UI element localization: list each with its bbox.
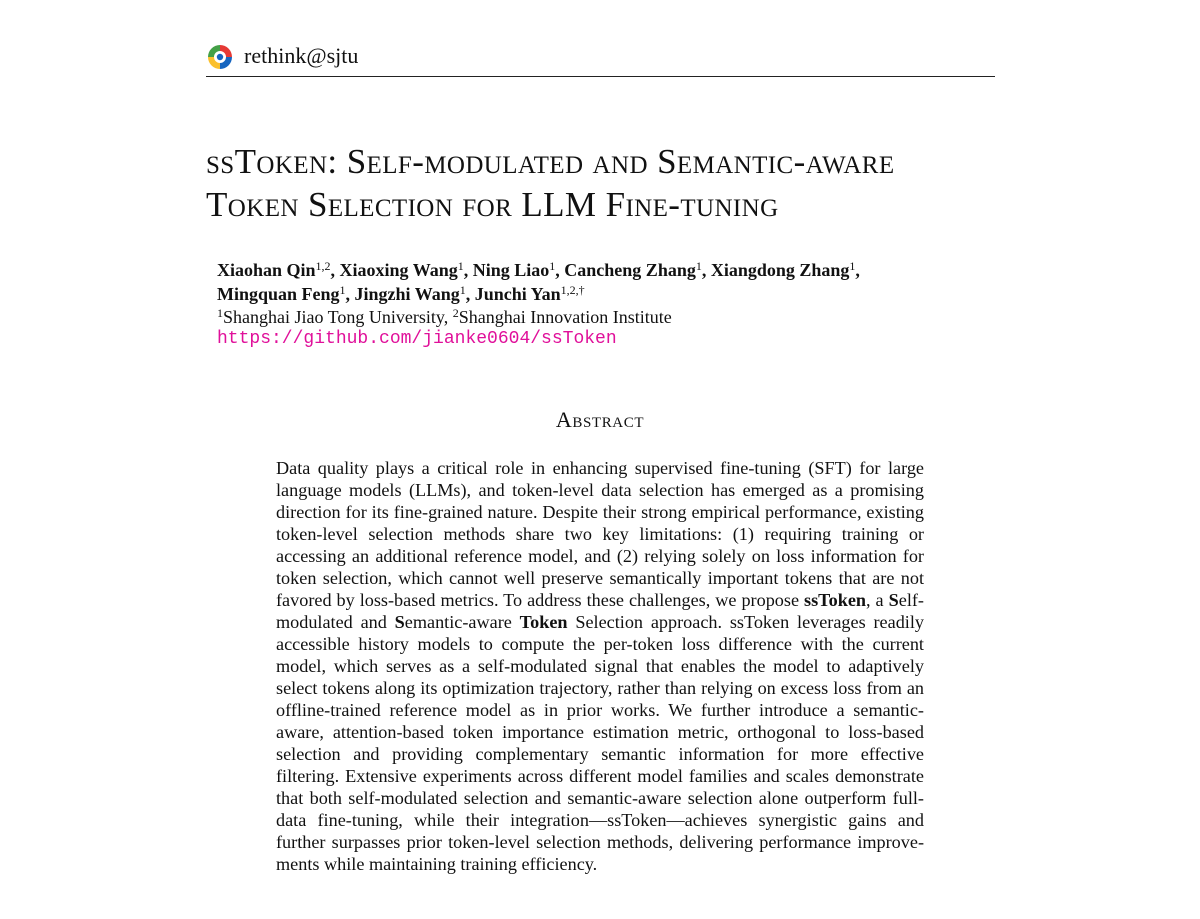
author-name: Jingzhi Wang: [354, 284, 460, 304]
author-row-1: Xiaohan Qin$^{1,2}$, Xiaoxing Wang$^1$, Ning Liao$^1$, Cancheng Zhang$^1$, Xiangdong Zhang$^1$,: [217, 259, 860, 280]
affiliations: $^1$Shanghai Jiao Tong University, $^2$Shanghai Innovation Institute: [217, 306, 672, 327]
author-name: Cancheng Zhang: [564, 260, 696, 280]
header: [206, 40, 994, 74]
header-rule: [206, 76, 995, 77]
author-affiliation-mark: 1: [695, 259, 702, 273]
affiliation-1: Shanghai Jiao Tong University,: [223, 307, 453, 327]
author-list: [217, 258, 977, 306]
affiliation-2: Shanghai Innovation Institute: [458, 307, 672, 327]
paper-title: [206, 140, 1006, 226]
author-affiliation-mark: 1: [549, 259, 556, 273]
author-name: Xiangdong Zhang: [710, 260, 850, 280]
author-affiliation-mark: 1,2: [315, 259, 331, 273]
title-line-1: ssToken: Self-modulated and Semantic-aware: [206, 142, 895, 181]
github-link[interactable]: https://github.com/jianke0604/ssToken: [217, 329, 617, 349]
author-name: Junchi Yan: [474, 284, 561, 304]
abstract-body: Data quality plays a critical role in enhancing supervised fine-tuning (SFT) for large language models (LLMs), and token-level data selection has emerged as a promising direction for its fine-grained nature. Despite their strong empirical performance, existing token-level selection methods share two key limitations: (1) requiring training or accessing an additional reference model, and (2) relying solely on loss information for token selection, which cannot well preserve semantically important tokens that are not favored by loss-based metrics. To address these challenges, we propose ssToken, a Self-modulated and Semantic-aware Token Selection approach. ssToken leverages readily accessible history models to compute the per-token loss difference with the current model, which serves as a self-modulated signal that enables the model to adaptively select tokens along its optimization trajectory, rather than relying on excess loss from an offline-trained reference model as in prior works. We further introduce a semantic-aware, attention-based token importance estimation metric, orthogonal to loss-based selection and providing complementary semantic information for more effective filtering. Extensive experiments across different model families and scales demonstrate that both self-modulated selection and semantic-aware selection alone outperform full-data fine-tuning, while their integration—ssToken—achieves synergistic gains and further surpasses prior token-level selection methods, delivering performance improvements while maintaining training efficiency.: [276, 458, 924, 874]
author-affiliation-mark: 1,2,†: [560, 283, 585, 297]
author-name: Xiaoxing Wang: [339, 260, 458, 280]
rethink-logo-icon: [206, 43, 234, 71]
title-line-2: Token Selection for LLM Fine-tuning: [206, 185, 779, 224]
author-affiliation-mark: 1: [459, 283, 466, 297]
author-row-2: Mingquan Feng$^1$, Jingzhi Wang$^1$, Junchi Yan$^{1,2,\dagger}$: [217, 283, 585, 304]
abstract-heading: Abstract: [555, 407, 645, 432]
author-name: Xiaohan Qin: [217, 260, 316, 280]
author-affiliation-mark: 1: [849, 259, 856, 273]
author-affiliation-mark: 1: [457, 259, 464, 273]
author-name: Mingquan Feng: [217, 284, 340, 304]
header-logo-text: rethink@sjtu: [244, 43, 359, 68]
author-affiliation-mark: 1: [339, 283, 346, 297]
author-name: Ning Liao: [472, 260, 550, 280]
